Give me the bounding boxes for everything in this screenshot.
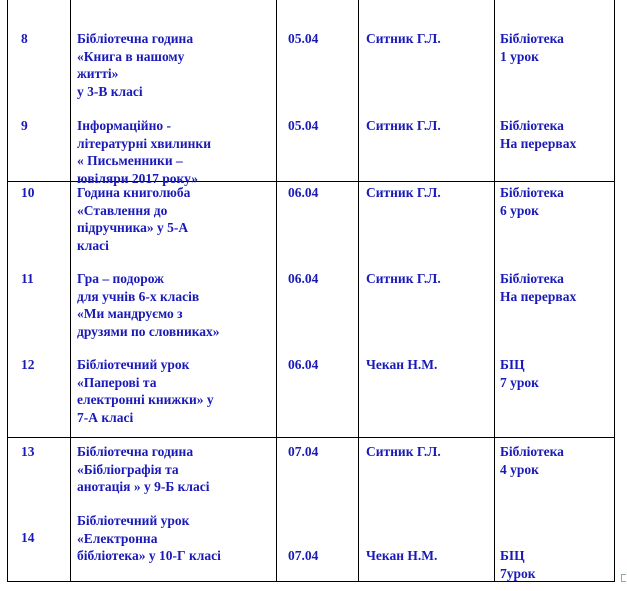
event-title: Гра – подорож для учнів 6-х класів «Ми мандруємо з друзями по словниках» — [77, 271, 220, 339]
column-divider — [358, 0, 359, 582]
column-divider — [494, 0, 495, 582]
event-place: Бібліотека 6 урок — [500, 185, 564, 218]
row-number: 14 — [21, 530, 35, 545]
event-date: 06.04 — [288, 357, 319, 372]
event-date: 07.04 — [288, 548, 319, 563]
table-border-left — [7, 0, 8, 582]
event-title: Бібліотечний урок «Електронна бібліотека» у 10-Г класі — [77, 513, 221, 563]
event-place: Бібліотека 1 урок — [500, 31, 564, 64]
responsible-person: Ситник Г.Л. — [366, 118, 441, 133]
responsible-person: Ситник Г.Л. — [366, 271, 441, 286]
event-place: Бібліотека На перервах — [500, 271, 577, 304]
resize-handle-icon — [621, 574, 626, 582]
event-place: Бібліотека На перервах — [500, 118, 577, 151]
row-number: 12 — [21, 357, 35, 372]
responsible-person: Ситник Г.Л. — [366, 185, 441, 200]
responsible-person: Чекан Н.М. — [366, 357, 438, 372]
event-place: Бібліотека 4 урок — [500, 444, 564, 477]
row-number: 11 — [21, 271, 34, 286]
event-date: 05.04 — [288, 118, 319, 133]
event-title: Бібліотечний урок «Паперові та електронні книжки» у 7-А класі — [77, 357, 214, 425]
event-title: Бібліотечна година «Бібліографія та анотація » у 9-Б класі — [77, 444, 210, 494]
responsible-person: Ситник Г.Л. — [366, 31, 441, 46]
row-number: 10 — [21, 185, 35, 200]
event-place: БІЦ 7 урок — [500, 357, 539, 390]
event-date: 06.04 — [288, 185, 319, 200]
event-title: Інформаційно - літературні хвилинки « Письменники – ювіляри 2017 року» — [77, 118, 211, 186]
column-divider — [70, 0, 71, 582]
row-number: 8 — [21, 31, 28, 46]
table-border-right — [614, 0, 615, 582]
responsible-person: Чекан Н.М. — [366, 548, 438, 563]
event-title: Бібліотечна година «Книга в нашому житті» у 3-В класі — [77, 31, 194, 99]
event-place: БІЦ 7урок — [500, 548, 536, 581]
row-number: 13 — [21, 444, 35, 459]
event-date: 06.04 — [288, 271, 319, 286]
event-date: 05.04 — [288, 31, 319, 46]
row-divider — [7, 437, 615, 438]
column-divider — [276, 0, 277, 582]
responsible-person: Ситник Г.Л. — [366, 444, 441, 459]
row-number: 9 — [21, 118, 28, 133]
event-date: 07.04 — [288, 444, 319, 459]
event-title: Година книголюба «Ставлення до підручника» у 5-А класі — [77, 185, 191, 253]
